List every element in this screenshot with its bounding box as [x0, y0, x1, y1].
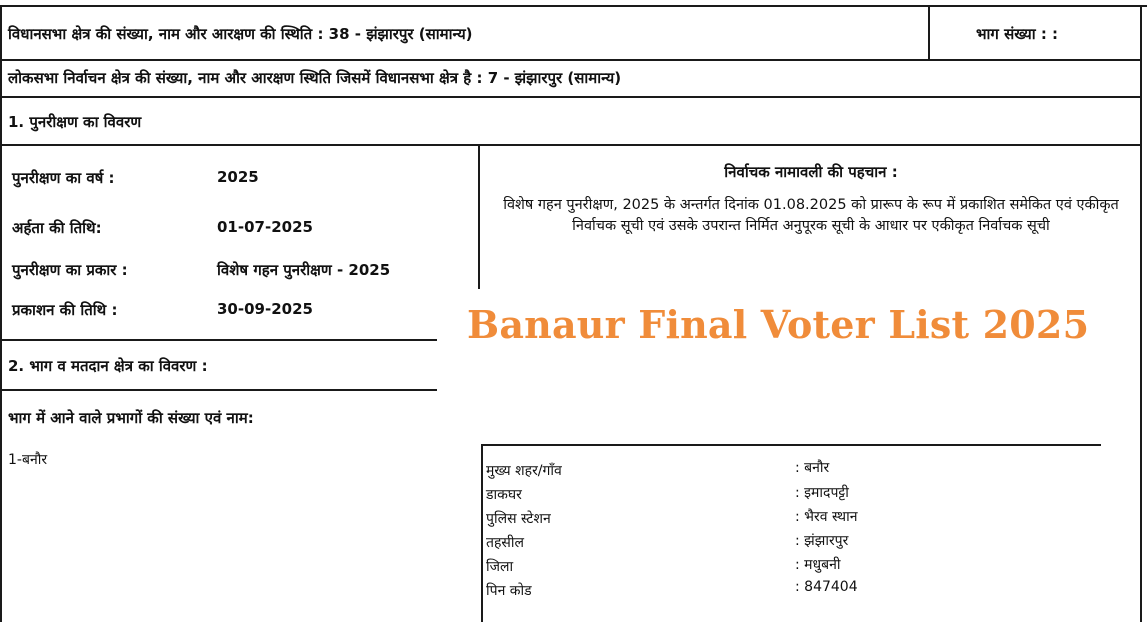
roll-identification-title: निर्वाचक नामावली की पहचान :	[724, 163, 898, 181]
revision-year-value: 2025	[217, 168, 259, 186]
revision-year-label: पुनरीक्षण का वर्ष :	[12, 169, 115, 187]
address-box-left	[481, 444, 483, 622]
main-town-value: : बनौर	[795, 460, 830, 476]
post-office-label: डाकघर	[486, 487, 522, 503]
part-number-divider	[928, 5, 930, 60]
pin-code-value: : 847404	[795, 579, 858, 595]
publication-date-label: प्रकाशन की तिथि :	[12, 301, 118, 319]
row-divider-2	[0, 96, 1142, 98]
district-value: : मधुबनी	[795, 557, 841, 573]
tehsil-value: : झंझारपुर	[795, 533, 849, 549]
assembly-constituency-line: विधानसभा क्षेत्र की संख्या, नाम और आरक्षण की स्थिति : 38 - झंझारपुर (सामान्य)	[8, 25, 473, 43]
loksabha-constituency-line: लोकसभा निर्वाचन क्षेत्र की संख्या, नाम और आरक्षण स्थिति जिसमें विधानसभा क्षेत्र है : 7 - झंझारपुर (सामान्य)	[8, 69, 622, 87]
revision-type-value: विशेष गहन पुनरीक्षण - 2025	[217, 261, 391, 279]
part-section-title: 2. भाग व मतदान क्षेत्र का विवरण :	[8, 357, 208, 375]
sections-heading: भाग में आने वाले प्रभागों की संख्या एवं नाम:	[8, 409, 254, 427]
revision-type-label: पुनरीक्षण का प्रकार :	[12, 261, 128, 279]
police-station-value: : भैरव स्थान	[795, 509, 858, 525]
police-station-label: पुलिस स्टेशन	[486, 511, 551, 527]
publication-date-value: 30-09-2025	[217, 300, 313, 318]
row-divider-1	[0, 59, 1142, 61]
roll-identification-text: विशेष गहन पुनरीक्षण, 2025 के अन्तर्गत दिनांक 01.08.2025 को प्रारूप के रूप में प्रकाशित समेकित एवं एकीकृत निर्वाचक सूची एवं उसके उपरान्त निर्मित अनुपूरक सूची के आधार पर एकीकृत निर्वाचक सूची	[503, 197, 1119, 234]
center-divider	[478, 144, 480, 289]
address-box-top	[481, 444, 1101, 446]
section2-top-line	[0, 339, 437, 341]
qualifying-date-label: अर्हता की तिथि:	[12, 219, 102, 237]
main-town-label: मुख्य शहर/गाँव	[486, 463, 562, 479]
post-office-value: : इमादपट्टी	[795, 485, 849, 501]
part-number-label: भाग संख्या : :	[976, 25, 1059, 43]
tehsil-label: तहसील	[486, 535, 524, 551]
section-list-item: 1-बनौर	[8, 452, 48, 468]
overlay-banner-title: Banaur Final Voter List 2025	[467, 302, 1090, 347]
section2-bottom-line	[0, 389, 437, 391]
pin-code-label: पिन कोड	[486, 583, 532, 599]
top-border	[0, 5, 1147, 7]
row-divider-3	[0, 144, 1142, 146]
revision-section-title: 1. पुनरीक्षण का विवरण	[8, 113, 142, 131]
qualifying-date-value: 01-07-2025	[217, 218, 313, 236]
district-label: जिला	[486, 559, 514, 575]
